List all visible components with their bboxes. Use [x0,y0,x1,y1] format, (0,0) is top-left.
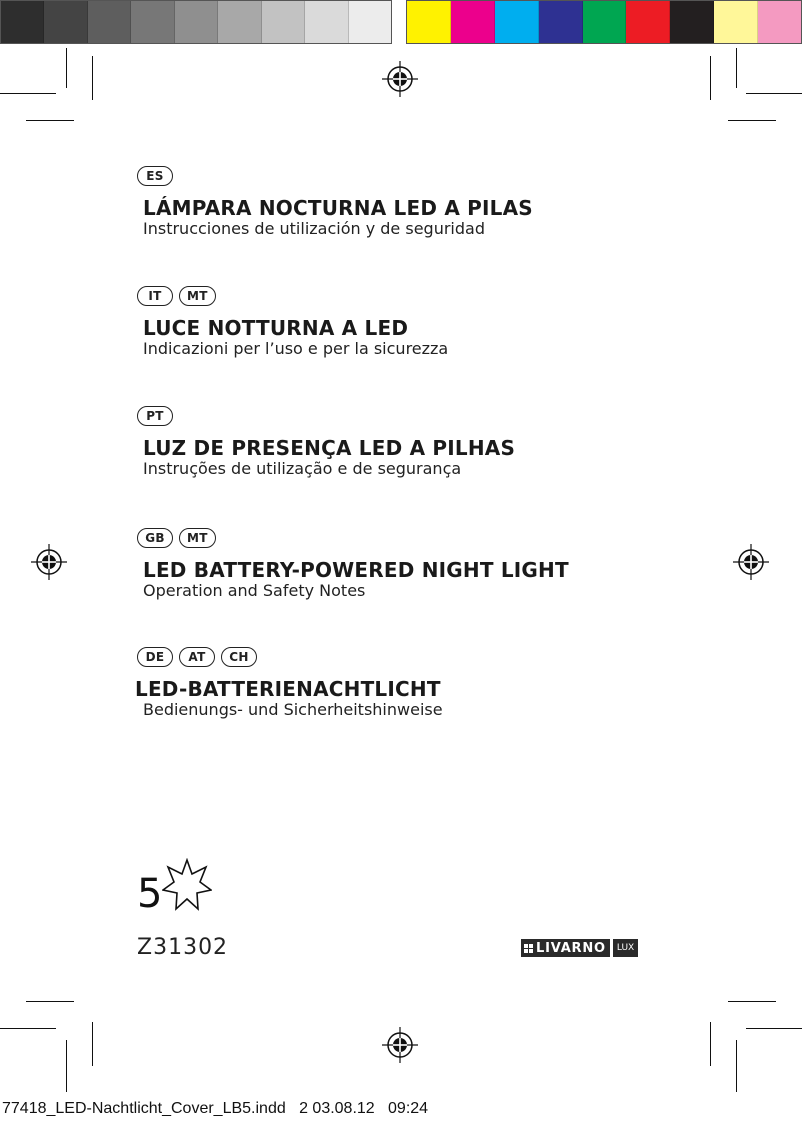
gray-swatch [305,1,348,43]
gray-swatch [88,1,131,43]
crop-mark [26,120,74,121]
crop-mark [26,1001,74,1002]
gray-swatch [349,1,391,43]
country-badges [137,646,737,668]
country-badge: MT [179,286,216,306]
color-swatch [714,1,758,43]
section-title: LUZ DE PRESENÇA LED A PILHAS [143,436,516,460]
language-section-de [137,646,737,720]
section-subtitle: Bedienungs- und Sicherheitshinweise [143,700,443,719]
country-badges [137,165,737,187]
registration-mark-icon [31,544,67,580]
rating-mark [137,858,212,924]
country-badge: IT [137,286,173,306]
brand-logo [521,939,638,957]
country-badge: CH [221,647,257,667]
language-section-es [137,165,737,239]
crop-mark [710,1022,711,1066]
country-badge: PT [137,406,173,426]
crop-mark [710,56,711,100]
crop-mark [0,1028,56,1029]
crop-mark [92,56,93,100]
registration-mark-icon [733,544,769,580]
language-section-gb [137,527,737,601]
gray-swatch [175,1,218,43]
brand-grid-icon [524,944,533,953]
country-badge: ES [137,166,173,186]
registration-mark-icon [382,61,418,97]
brand-logo-main [521,939,610,957]
color-swatch [451,1,495,43]
gray-swatch [131,1,174,43]
gray-swatch [218,1,261,43]
crop-mark [746,93,802,94]
crop-mark [66,1040,67,1092]
language-section-pt [137,405,737,479]
country-badges [137,285,737,307]
section-title: LÁMPARA NOCTURNA LED A PILAS [143,196,533,220]
color-swatch [539,1,583,43]
gray-swatch [1,1,44,43]
section-subtitle: Operation and Safety Notes [143,581,366,600]
crop-mark [736,1040,737,1092]
brand-suffix: LUX [613,939,638,957]
crop-mark [92,1022,93,1066]
country-badges [137,405,737,427]
star-outline-icon [162,858,212,912]
brand-name: LIVARNO [536,940,606,956]
country-badges [137,527,737,549]
process-color-bar [406,0,802,44]
section-subtitle: Indicazioni per l’uso e per la sicurezza [143,339,449,358]
gray-swatch [44,1,87,43]
country-badge: AT [179,647,215,667]
product-code: Z31302 [137,935,229,960]
section-subtitle: Instruções de utilização e de segurança [143,459,462,478]
section-title: LED BATTERY-POWERED NIGHT LIGHT [143,558,569,582]
color-swatch [670,1,714,43]
country-badge: DE [137,647,173,667]
file-slug: 77418_LED-Nachtlicht_Cover_LB5.indd 2 03.08.12 09:24 [2,1100,429,1117]
country-badge: MT [179,528,216,548]
color-swatch [407,1,451,43]
crop-mark [0,93,56,94]
section-title: LED-BATTERIENACHTLICHT [135,677,441,701]
color-swatch [626,1,670,43]
color-swatch [758,1,801,43]
crop-mark [746,1028,802,1029]
section-title: LUCE NOTTURNA A LED [143,316,409,340]
gray-swatch [262,1,305,43]
crop-mark [66,48,67,88]
registration-mark-icon [382,1027,418,1063]
section-subtitle: Instrucciones de utilización y de seguridad [143,219,485,238]
grayscale-color-bar [0,0,392,44]
rating-number: 5 [137,871,163,917]
language-section-it [137,285,737,359]
crop-mark [728,1001,776,1002]
crop-mark [736,48,737,88]
country-badge: GB [137,528,173,548]
color-swatch [583,1,627,43]
color-swatch [495,1,539,43]
crop-mark [728,120,776,121]
